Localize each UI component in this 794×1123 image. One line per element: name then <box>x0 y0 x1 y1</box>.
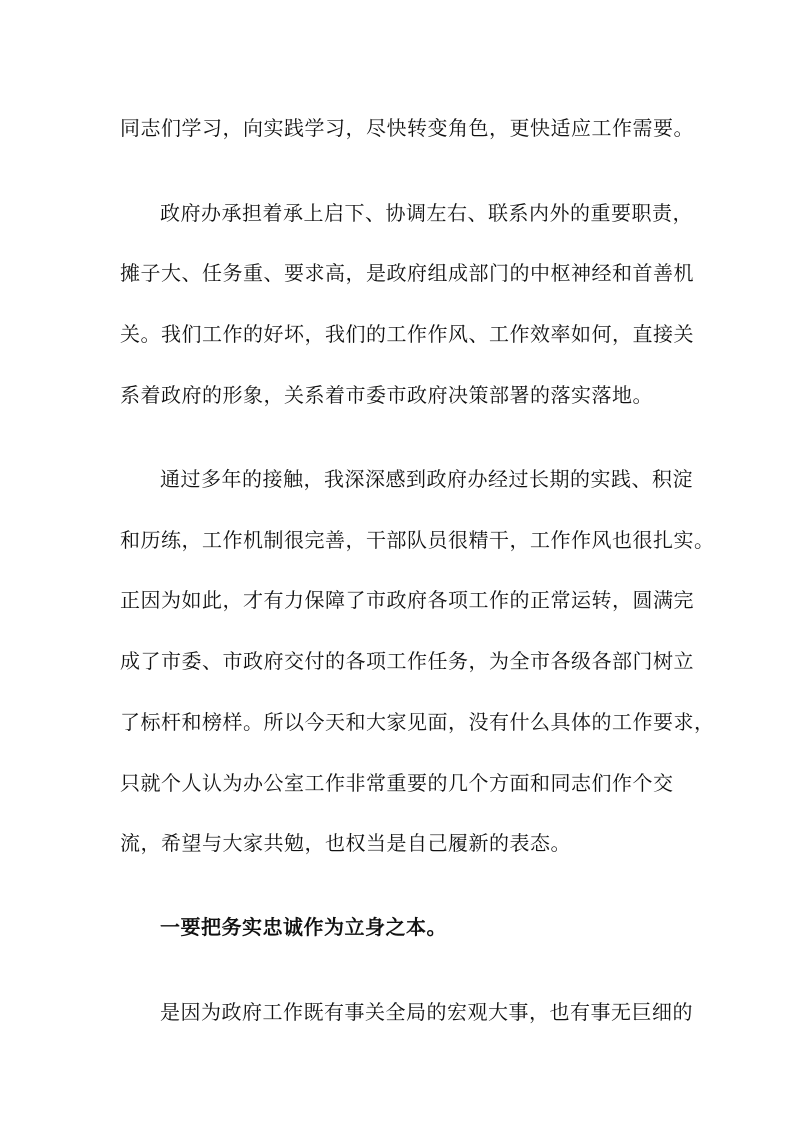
text-line: 摊子大、任务重、要求高，是政府组成部门的中枢神经和首善机 <box>120 261 694 285</box>
paragraph-start-line: 是因为政府工作既有事关全局的宏观大事，也有事无巨细的 <box>160 1000 693 1024</box>
text-line: 和历练，工作机制很完善，干部队员很精干，工作作风也很扎实。 <box>120 528 715 552</box>
text-line: 系着政府的形象，关系着市委市政府决策部署的落实落地。 <box>120 383 653 407</box>
text-line: 流，希望与大家共勉，也权当是自己履新的表态。 <box>120 831 571 855</box>
text-line: 只就个人认为办公室工作非常重要的几个方面和同志们作个交 <box>120 771 674 795</box>
text-line: 了标杆和榜样。所以今天和大家见面，没有什么具体的工作要求， <box>120 710 715 734</box>
text-line: 正因为如此，才有力保障了市政府各项工作的正常运转，圆满完 <box>120 588 694 612</box>
paragraph-start-line: 政府办承担着承上启下、协调左右、联系内外的重要职责， <box>160 201 693 225</box>
text-line: 关。我们工作的好坏，我们的工作作风、工作效率如何，直接关 <box>120 322 694 346</box>
text-line: 成了市委、市政府交付的各项工作任务，为全市各级各部门树立 <box>120 649 694 673</box>
paragraph-start-line: 通过多年的接触，我深深感到政府办经过长期的实践、积淀 <box>160 467 693 491</box>
text-line: 同志们学习，向实践学习，尽快转变角色，更快适应工作需要。 <box>120 116 694 140</box>
section-heading: 一要把务实忠诚作为立身之本。 <box>160 915 447 939</box>
